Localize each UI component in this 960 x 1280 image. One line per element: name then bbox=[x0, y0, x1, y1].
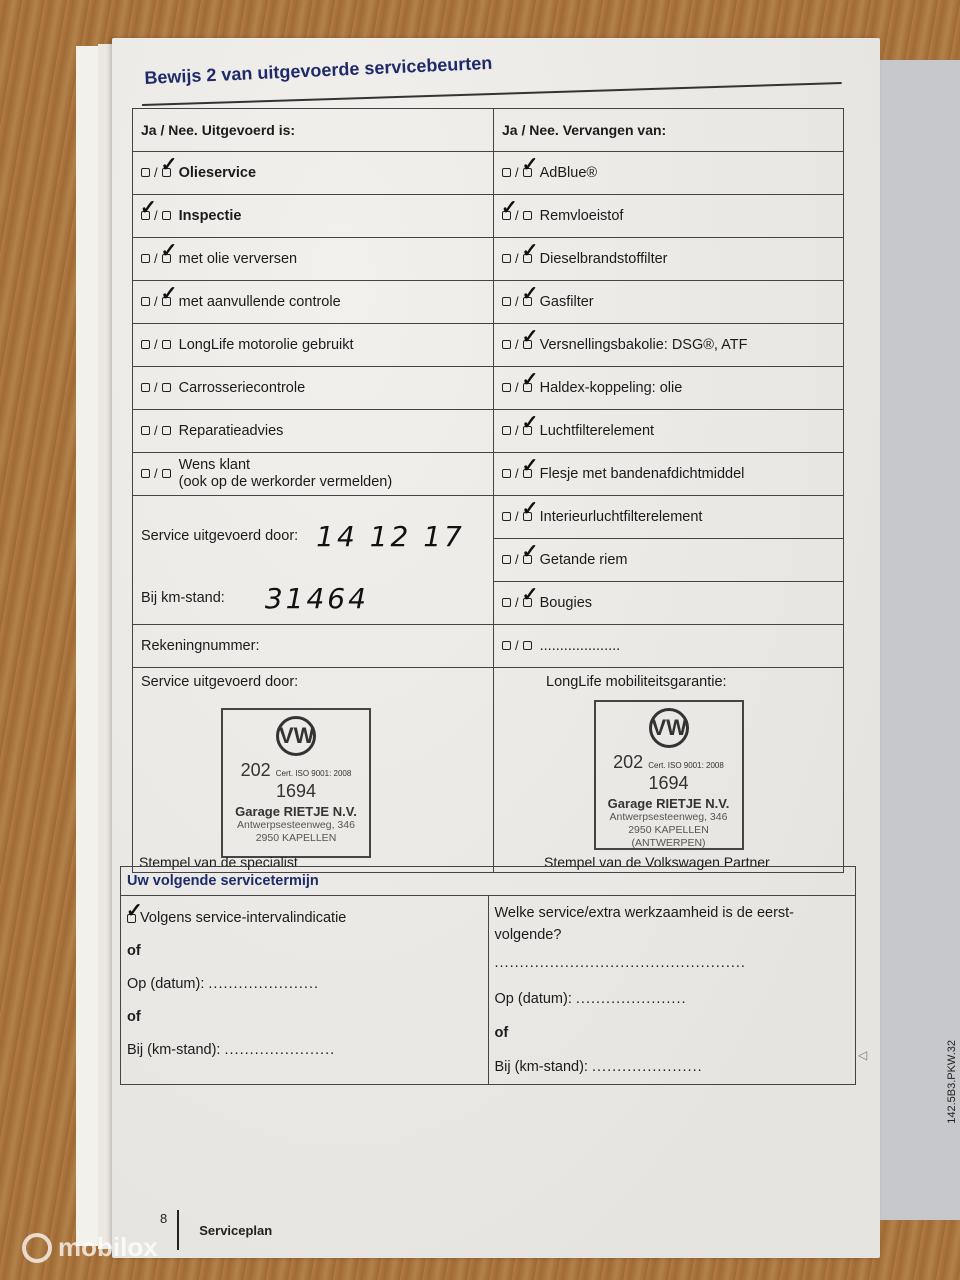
stamp-number-left: 202 bbox=[613, 752, 644, 772]
service-by-label: Service uitgevoerd door: bbox=[141, 674, 299, 690]
ja-checkbox[interactable] bbox=[502, 641, 511, 650]
nee-checkbox[interactable] bbox=[523, 254, 532, 263]
right-item-luchtfilter[interactable]: / ✓ Luchtfilterelement bbox=[494, 410, 844, 453]
longlife-label: LongLife mobiliteitsgarantie: bbox=[546, 674, 727, 690]
nee-checkbox[interactable] bbox=[523, 426, 532, 435]
next-service-title: Uw volgende servicetermijn bbox=[121, 867, 855, 896]
right-item-bougies[interactable]: / ✓ Bougies bbox=[494, 582, 844, 625]
date-label: Op (datum): bbox=[494, 991, 572, 1007]
item-label: Interieurluchtfilterelement bbox=[539, 509, 703, 525]
ja-checkbox[interactable] bbox=[141, 426, 150, 435]
partner-stamp-caption: Stempel van de Volkswagen Partner bbox=[544, 854, 770, 870]
item-label: Wens klant bbox=[178, 457, 251, 473]
ja-checkbox[interactable] bbox=[141, 469, 150, 478]
ja-checkbox[interactable] bbox=[141, 211, 150, 220]
nee-checkbox[interactable] bbox=[523, 641, 532, 650]
nee-checkbox[interactable] bbox=[523, 340, 532, 349]
document-code: 142.5B3.PKW.32 bbox=[946, 1040, 958, 1124]
item-label: Versnellingsbakolie: DSG®, ATF bbox=[539, 337, 748, 353]
item-label: LongLife motorolie gebruikt bbox=[178, 337, 354, 353]
right-item-versnellingsbakolie[interactable]: / ✓ Versnellingsbakolie: DSG®, ATF bbox=[494, 324, 844, 367]
interval-checkbox[interactable] bbox=[127, 914, 136, 923]
date-field[interactable]: ...................... bbox=[575, 991, 687, 1007]
ja-checkbox[interactable] bbox=[141, 340, 150, 349]
left-item-olie-verversen[interactable]: / ✓ met olie verversen bbox=[133, 238, 494, 281]
left-item-inspectie[interactable]: ✓ / Inspectie bbox=[133, 195, 494, 238]
ja-checkbox[interactable] bbox=[502, 383, 511, 392]
item-label: Carrosseriecontrole bbox=[178, 380, 306, 396]
date-label: Op (datum): bbox=[127, 976, 205, 992]
nee-checkbox[interactable] bbox=[162, 426, 171, 435]
page-footer bbox=[160, 1210, 272, 1250]
partner-stamp-cell bbox=[494, 668, 844, 873]
item-label: Reparatieadvies bbox=[178, 423, 284, 439]
item-label: met olie verversen bbox=[178, 251, 298, 267]
right-item-interieurluchtfilter[interactable]: / ✓ Interieurluchtfilterelement bbox=[494, 496, 844, 539]
item-label: .................... bbox=[539, 638, 621, 654]
right-item-other[interactable]: / .................... bbox=[494, 625, 844, 668]
page-title: Bewijs 2 van uitgevoerde servicebeurten bbox=[144, 52, 493, 88]
ja-checkbox[interactable] bbox=[141, 297, 150, 306]
right-item-dieselbrandstoffilter[interactable]: / ✓ Dieselbrandstoffilter bbox=[494, 238, 844, 281]
ja-checkbox[interactable] bbox=[141, 168, 150, 177]
ja-checkbox[interactable] bbox=[502, 254, 511, 263]
nee-checkbox[interactable] bbox=[523, 598, 532, 607]
date-field[interactable]: ...................... bbox=[208, 976, 320, 992]
ja-checkbox[interactable] bbox=[502, 512, 511, 521]
watermark-text: mobilox bbox=[58, 1232, 158, 1262]
nee-checkbox[interactable] bbox=[162, 254, 171, 263]
nee-checkbox[interactable] bbox=[162, 297, 171, 306]
item-sublabel: (ook op de werkorder vermelden) bbox=[178, 474, 393, 490]
specialist-stamp-cell bbox=[133, 668, 494, 873]
item-label: Gasfilter bbox=[539, 294, 594, 310]
or-label: of bbox=[127, 1009, 141, 1025]
stamp-number-right: 1694 bbox=[648, 773, 689, 793]
item-label: Luchtfilterelement bbox=[539, 423, 655, 439]
service-date-handwritten[interactable]: 14 12 17 bbox=[316, 519, 465, 553]
next-service-left bbox=[121, 896, 488, 1084]
vw-logo-icon: VW bbox=[649, 708, 689, 748]
item-label: Getande riem bbox=[539, 552, 628, 568]
item-label: Inspectie bbox=[178, 208, 242, 224]
next-service-question: Welke service/extra werkzaamheid is de eerst-volgende? bbox=[494, 905, 795, 943]
right-column-header: Ja / Nee. Vervangen van: bbox=[494, 109, 844, 152]
stamp-region: (ANTWERPEN) bbox=[631, 837, 706, 849]
left-item-wens-klant[interactable]: / Wens klant (ook op de werkorder vermelden) bbox=[133, 453, 494, 496]
right-item-bandenafdichtmiddel[interactable]: / ✓ Flesje met bandenafdichtmiddel bbox=[494, 453, 844, 496]
service-booklet-page bbox=[112, 38, 880, 1258]
ja-checkbox[interactable] bbox=[502, 469, 511, 478]
km-field[interactable]: ...................... bbox=[224, 1042, 336, 1058]
nee-checkbox[interactable] bbox=[523, 512, 532, 521]
title-rule bbox=[142, 82, 842, 106]
vw-logo-icon: VW bbox=[276, 716, 316, 756]
stamp-number-right: 1694 bbox=[275, 781, 317, 801]
left-item-longlife[interactable]: / LongLife motorolie gebruikt bbox=[133, 324, 494, 367]
item-label: met aanvullende controle bbox=[178, 294, 341, 310]
nee-checkbox[interactable] bbox=[523, 168, 532, 177]
stamp-cert: Cert. ISO 9001: 2008 bbox=[648, 761, 724, 770]
left-item-olieservice[interactable]: / ✓ Olieservice bbox=[133, 152, 494, 195]
nee-checkbox[interactable] bbox=[162, 469, 171, 478]
dealer-stamp-right bbox=[594, 700, 744, 850]
or-label: of bbox=[127, 943, 141, 959]
next-service-section bbox=[120, 866, 856, 1085]
page-number: 8 bbox=[160, 1210, 179, 1250]
ja-checkbox[interactable] bbox=[141, 383, 150, 392]
nee-checkbox[interactable] bbox=[162, 383, 171, 392]
left-column-header: Ja / Nee. Uitgevoerd is: bbox=[133, 109, 494, 152]
nee-checkbox[interactable] bbox=[162, 211, 171, 220]
stamp-address: Antwerpsesteenweg, 346 bbox=[609, 811, 728, 823]
left-item-carrosseriecontrole[interactable]: / Carrosseriecontrole bbox=[133, 367, 494, 410]
service-record-table bbox=[132, 108, 844, 873]
right-item-remvloeistof[interactable]: ✓ / Remvloeistof bbox=[494, 195, 844, 238]
ja-checkbox[interactable] bbox=[502, 340, 511, 349]
next-service-right bbox=[488, 896, 856, 1084]
facing-page bbox=[875, 60, 960, 1220]
item-label: Dieselbrandstoffilter bbox=[539, 251, 668, 267]
section-name: Serviceplan bbox=[199, 1222, 273, 1238]
invoice-cell bbox=[133, 625, 494, 668]
stamp-cert: Cert. ISO 9001: 2008 bbox=[275, 769, 352, 778]
triangle-marker-icon: ◁ bbox=[858, 1048, 868, 1062]
km-field[interactable]: ...................... bbox=[592, 1059, 703, 1075]
invoice-label: Rekeningnummer: bbox=[141, 638, 260, 654]
nee-checkbox[interactable] bbox=[523, 469, 532, 478]
stamp-address: Antwerpsesteenweg, 346 bbox=[237, 819, 355, 831]
km-label: Bij km-stand: bbox=[141, 590, 225, 606]
or-label: of bbox=[494, 1025, 509, 1041]
left-item-aanvullende-controle[interactable]: / ✓ met aanvullende controle bbox=[133, 281, 494, 324]
nee-checkbox[interactable] bbox=[523, 297, 532, 306]
nee-checkbox[interactable] bbox=[523, 555, 532, 564]
item-label: Haldex-koppeling: olie bbox=[539, 380, 683, 396]
ja-checkbox[interactable] bbox=[502, 297, 511, 306]
interval-label: Volgens service-intervalindicatie bbox=[140, 910, 347, 926]
specialist-stamp-caption: Stempel van de specialist bbox=[139, 854, 298, 870]
item-label: AdBlue® bbox=[539, 165, 598, 181]
watermark bbox=[22, 1232, 158, 1263]
dealer-stamp-left bbox=[221, 708, 371, 858]
watermark-logo-icon bbox=[22, 1233, 52, 1263]
right-item-gasfilter[interactable]: / ✓ Gasfilter bbox=[494, 281, 844, 324]
stamp-number-left: 202 bbox=[240, 760, 271, 780]
service-date-label: Service uitgevoerd door: bbox=[141, 528, 299, 544]
nee-checkbox[interactable] bbox=[523, 211, 532, 220]
ja-checkbox[interactable] bbox=[502, 555, 511, 564]
right-item-adblue[interactable]: / ✓ AdBlue® bbox=[494, 152, 844, 195]
km-label: Bij (km-stand): bbox=[494, 1059, 588, 1075]
item-label: Olieservice bbox=[178, 165, 257, 181]
ja-checkbox[interactable] bbox=[502, 211, 511, 220]
km-handwritten[interactable]: 31464 bbox=[264, 581, 369, 615]
stamp-city: 2950 KAPELLEN bbox=[628, 824, 709, 836]
item-label: Remvloeistof bbox=[539, 208, 624, 224]
right-item-haldex[interactable]: / ✓ Haldex-koppeling: olie bbox=[494, 367, 844, 410]
ja-checkbox[interactable] bbox=[502, 598, 511, 607]
ja-checkbox[interactable] bbox=[502, 168, 511, 177]
service-date-cell bbox=[133, 496, 494, 625]
answer-field[interactable]: .................................................. bbox=[494, 955, 746, 971]
nee-checkbox[interactable] bbox=[523, 383, 532, 392]
stamp-garage-name: Garage RIETJE N.V. bbox=[235, 804, 357, 819]
left-item-reparatieadvies[interactable]: / Reparatieadvies bbox=[133, 410, 494, 453]
ja-checkbox[interactable] bbox=[141, 254, 150, 263]
item-label: Bougies bbox=[539, 595, 593, 611]
km-label: Bij (km-stand): bbox=[127, 1042, 221, 1058]
stamp-garage-name: Garage RIETJE N.V. bbox=[607, 796, 730, 811]
nee-checkbox[interactable] bbox=[162, 168, 171, 177]
right-item-getande-riem[interactable]: / ✓ Getande riem bbox=[494, 539, 844, 582]
nee-checkbox[interactable] bbox=[162, 340, 171, 349]
ja-checkbox[interactable] bbox=[502, 426, 511, 435]
stamp-city: 2950 KAPELLEN bbox=[255, 832, 337, 844]
item-label: Flesje met bandenafdichtmiddel bbox=[539, 466, 745, 482]
